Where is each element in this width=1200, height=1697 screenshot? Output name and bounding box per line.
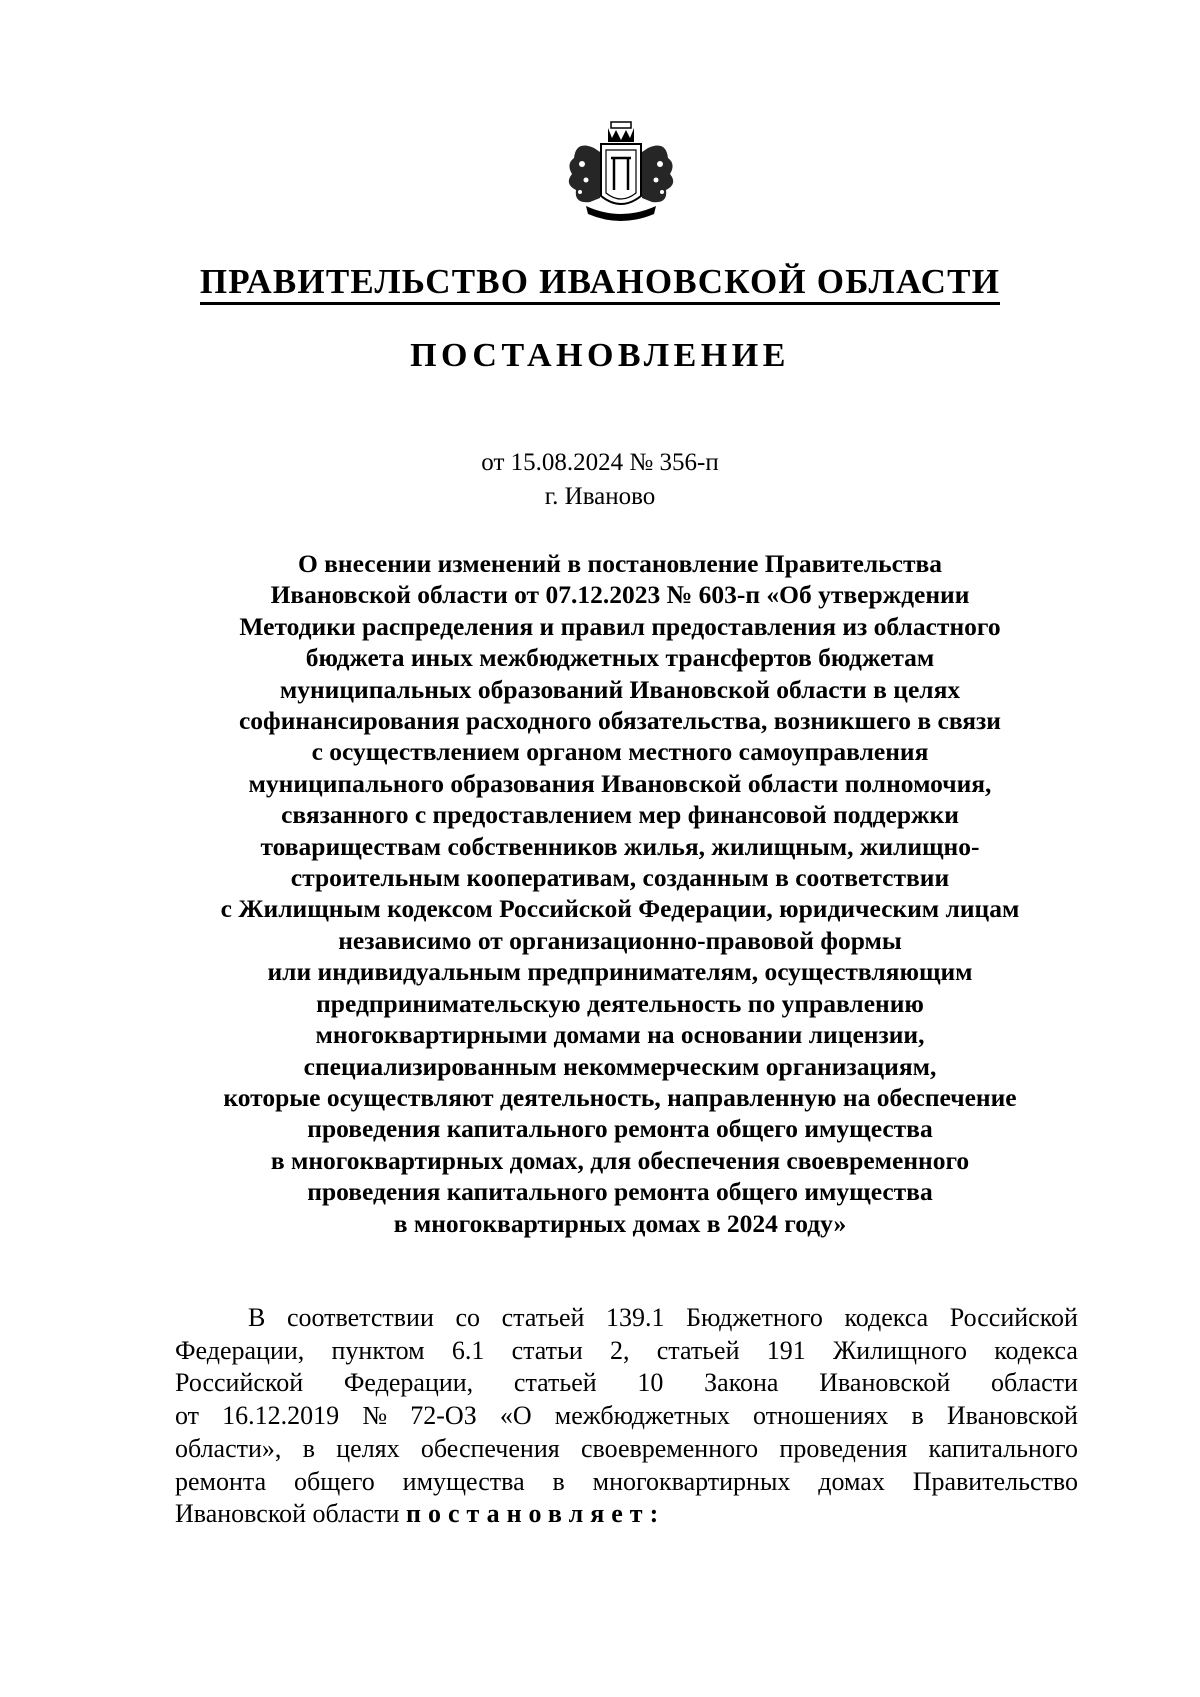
body-line (175, 1367, 1078, 1400)
body-line (175, 1466, 1078, 1499)
body-word: Бюджетного (686, 1303, 823, 1332)
body-word: имущества (402, 1466, 525, 1496)
body-word: В (248, 1303, 266, 1332)
body-line (175, 1302, 1078, 1335)
organization-name: ПРАВИТЕЛЬСТВО ИВАНОВСКОЙ ОБЛАСТИ (200, 262, 1000, 305)
body-word: 191 (766, 1335, 806, 1365)
title-line: с осуществлением органом местного самоуправления (311, 737, 929, 767)
body-word: проведения (779, 1433, 908, 1463)
body-word: Федерации, (175, 1335, 305, 1365)
title-line: муниципальных образований Ивановской области в целях (279, 674, 961, 704)
body-word: Жилищного (832, 1335, 967, 1365)
title-line: Ивановской области от 07.12.2023 № 603-п «Об утверждении (270, 580, 970, 610)
title-line: Методики распределения и правил предоставления из областного (239, 611, 1001, 641)
body-word: домах (818, 1466, 885, 1496)
title-line: независимо от организационно-правовой формы (338, 925, 902, 955)
title-line: которые осуществляют деятельность, направленную на обеспечение (223, 1082, 1017, 1112)
title-line: муниципального образования Ивановской области полномочия, (248, 768, 992, 798)
body-word: межбюджетных (554, 1401, 730, 1431)
body-word: 16.12.2019 (222, 1401, 340, 1431)
document-city: г. Иваново (544, 483, 656, 510)
document-date-number: от 15.08.2024 № 356-п (481, 449, 719, 476)
ivanovo-coat-of-arms-icon (556, 118, 686, 230)
body-word: статьей (501, 1303, 585, 1332)
body-word: № (362, 1401, 388, 1431)
title-line: в многоквартирных домах в 2024 году» (393, 1208, 847, 1238)
body-line (175, 1433, 1078, 1466)
title-line: связанного с предоставлением мер финансовой поддержки (281, 800, 959, 830)
title-line: О внесении изменений в постановление Правительства (297, 549, 943, 578)
body-word: в (552, 1466, 565, 1496)
body-word: Российской (175, 1368, 304, 1398)
title-line: софинансирования расходного обязательства, возникшего в связи (238, 706, 1001, 736)
title-line: многоквартирными домами на основании лицензии, (315, 1020, 925, 1050)
title-line: в многоквартирных домах, для обеспечения своевременного (270, 1145, 970, 1175)
resolution-keyword: постановляет: (405, 1499, 666, 1529)
body-line (175, 1400, 1078, 1433)
body-word: Федерации, (343, 1368, 474, 1398)
body-word: 10 (637, 1368, 664, 1398)
body-word: Закона (704, 1368, 779, 1398)
body-word: со (455, 1303, 481, 1332)
body-word: общего (294, 1466, 375, 1496)
body-word: статьей (656, 1335, 740, 1365)
body-word: целях (336, 1433, 400, 1463)
body-word: обеспечения (420, 1433, 560, 1463)
title-line: или индивидуальным предпринимателям, осуществляющим (267, 957, 973, 987)
body-word: статьей (513, 1368, 597, 1398)
body-word: капитального (928, 1433, 1078, 1463)
document-type: ПОСТАНОВЛЕНИЕ (410, 337, 790, 374)
body-word: многоквартирных (592, 1466, 791, 1496)
body-word: 2, (610, 1335, 630, 1365)
title-line: предпринимательскую деятельность по управлению (316, 988, 924, 1018)
body-word: в (911, 1401, 924, 1431)
body-word: «О (499, 1401, 532, 1431)
body-word: соответствии (286, 1303, 434, 1332)
title-line: специализированным некоммерческим организациям, (303, 1051, 937, 1081)
title-line: проведения капитального ремонта общего имущества (307, 1177, 933, 1207)
body-word: области (991, 1368, 1078, 1398)
body-word: Ивановской (946, 1401, 1078, 1431)
body-word: ремонта (175, 1466, 267, 1496)
body-word: статьи (511, 1335, 583, 1365)
title-line: бюджета иных межбюджетных трансфертов бюджетам (305, 643, 935, 673)
title-line: строительным кооперативам, созданным в соответствии (290, 863, 950, 893)
body-word: области», (175, 1433, 282, 1463)
title-line: проведения капитального ремонта общего имущества (307, 1114, 933, 1144)
body-word: 72-ОЗ (410, 1401, 477, 1431)
preamble-paragraph (175, 1302, 1078, 1531)
document-title (150, 548, 1090, 1239)
body-word: Ивановской (819, 1368, 951, 1398)
body-word: пунктом (331, 1335, 425, 1365)
body-word: Российской (949, 1303, 1078, 1332)
body-word: от (175, 1401, 200, 1431)
body-word: кодекса (994, 1335, 1078, 1365)
body-word: своевременного (580, 1433, 759, 1463)
title-line: с Жилищным кодексом Российской Федерации, юридическим лицам (220, 894, 1020, 924)
body-word: 6.1 (451, 1335, 485, 1365)
title-line: товариществам собственников жилья, жилищным, жилищно- (260, 831, 980, 861)
body-word: кодекса (844, 1303, 929, 1332)
organization-heading (0, 262, 1200, 302)
body-line (175, 1335, 1078, 1368)
body-word: 139.1 (606, 1303, 665, 1332)
body-line (175, 1498, 1078, 1531)
body-word: в (302, 1433, 315, 1463)
body-word: отношениях (753, 1401, 889, 1431)
body-word: Правительство (912, 1466, 1078, 1496)
body-line-text: Ивановской области (175, 1499, 406, 1529)
